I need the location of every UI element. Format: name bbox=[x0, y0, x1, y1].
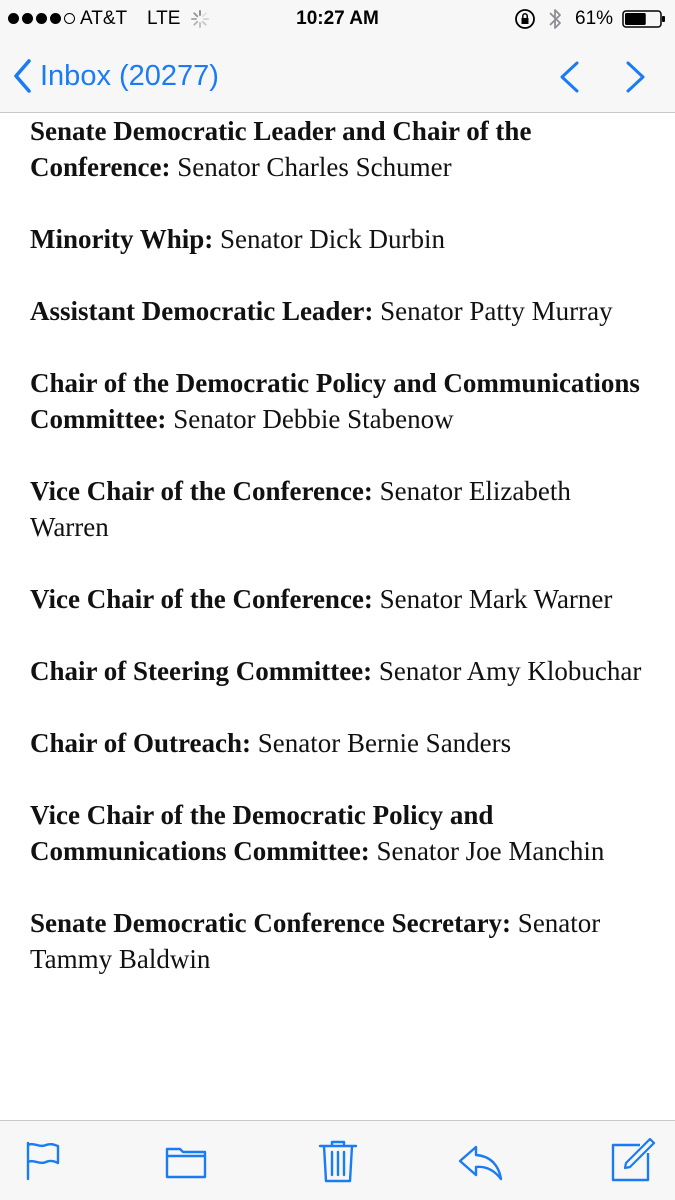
role-title: Vice Chair of the Conference: bbox=[30, 584, 373, 614]
leadership-entry bbox=[30, 113, 655, 185]
folder-icon bbox=[162, 1137, 210, 1185]
leadership-entry bbox=[30, 653, 655, 689]
leadership-entry bbox=[30, 473, 655, 545]
role-title: Chair of Steering Committee: bbox=[30, 656, 373, 686]
senator-name: Senator Dick Durbin bbox=[213, 224, 445, 254]
clock-time: 10:27 AM bbox=[296, 8, 379, 29]
role-title: Senate Democratic Leader and Chair of the Conference: bbox=[30, 116, 532, 182]
leadership-entry bbox=[30, 581, 655, 617]
bluetooth-icon bbox=[547, 6, 563, 32]
flag-button[interactable] bbox=[20, 1137, 68, 1185]
move-to-folder-button[interactable] bbox=[162, 1137, 210, 1185]
back-button-label: Inbox (20277) bbox=[40, 59, 219, 92]
carrier-label: AT&T bbox=[80, 8, 128, 29]
senator-name: Senator Tammy Baldwin bbox=[30, 908, 601, 974]
senator-name: Senator Patty Murray bbox=[373, 296, 613, 326]
navigation-bar bbox=[0, 38, 675, 113]
previous-message-button[interactable] bbox=[557, 60, 581, 94]
battery-percentage: 61% bbox=[575, 8, 614, 29]
reply-button[interactable] bbox=[456, 1137, 504, 1185]
role-title: Chair of Outreach: bbox=[30, 728, 251, 758]
leadership-entry bbox=[30, 797, 655, 869]
network-type-label: LTE bbox=[147, 8, 181, 29]
reply-icon bbox=[456, 1137, 504, 1185]
leadership-entry bbox=[30, 293, 655, 329]
role-title: Vice Chair of the Conference: bbox=[30, 476, 373, 506]
senator-name: Senator Bernie Sanders bbox=[250, 728, 512, 758]
senator-name: Senator Amy Klobuchar bbox=[372, 656, 642, 686]
chevron-left-icon bbox=[12, 58, 32, 94]
leadership-entry bbox=[30, 365, 655, 437]
leadership-entry bbox=[30, 905, 655, 977]
senator-name: Senator Joe Manchin bbox=[369, 836, 605, 866]
trash-icon bbox=[314, 1137, 362, 1185]
rotation-lock-icon bbox=[514, 8, 536, 30]
role-title: Minority Whip: bbox=[30, 224, 214, 254]
battery-icon bbox=[622, 10, 666, 28]
role-title: Senate Democratic Conference Secretary: bbox=[30, 908, 512, 938]
senator-name: Senator Charles Schumer bbox=[170, 152, 452, 182]
senator-name: Senator Elizabeth Warren bbox=[30, 476, 571, 542]
compose-button[interactable] bbox=[608, 1137, 656, 1185]
leadership-entry bbox=[30, 221, 655, 257]
leadership-list bbox=[30, 113, 655, 1013]
delete-button[interactable] bbox=[314, 1137, 362, 1185]
bottom-toolbar bbox=[0, 1120, 675, 1200]
senator-name: Senator Mark Warner bbox=[372, 584, 613, 614]
compose-icon bbox=[608, 1137, 656, 1185]
flag-icon bbox=[20, 1137, 68, 1185]
role-title: Chair of the Democratic Policy and Communications Committee: bbox=[30, 368, 640, 434]
role-title: Vice Chair of the Democratic Policy and Communications Committee: bbox=[30, 800, 494, 866]
senator-name: Senator Debbie Stabenow bbox=[166, 404, 454, 434]
back-to-inbox-button[interactable] bbox=[12, 56, 219, 96]
status-bar bbox=[0, 0, 675, 38]
message-body bbox=[0, 113, 675, 1120]
leadership-entry bbox=[30, 725, 655, 761]
role-title: Assistant Democratic Leader: bbox=[30, 296, 374, 326]
next-message-button[interactable] bbox=[624, 60, 648, 94]
